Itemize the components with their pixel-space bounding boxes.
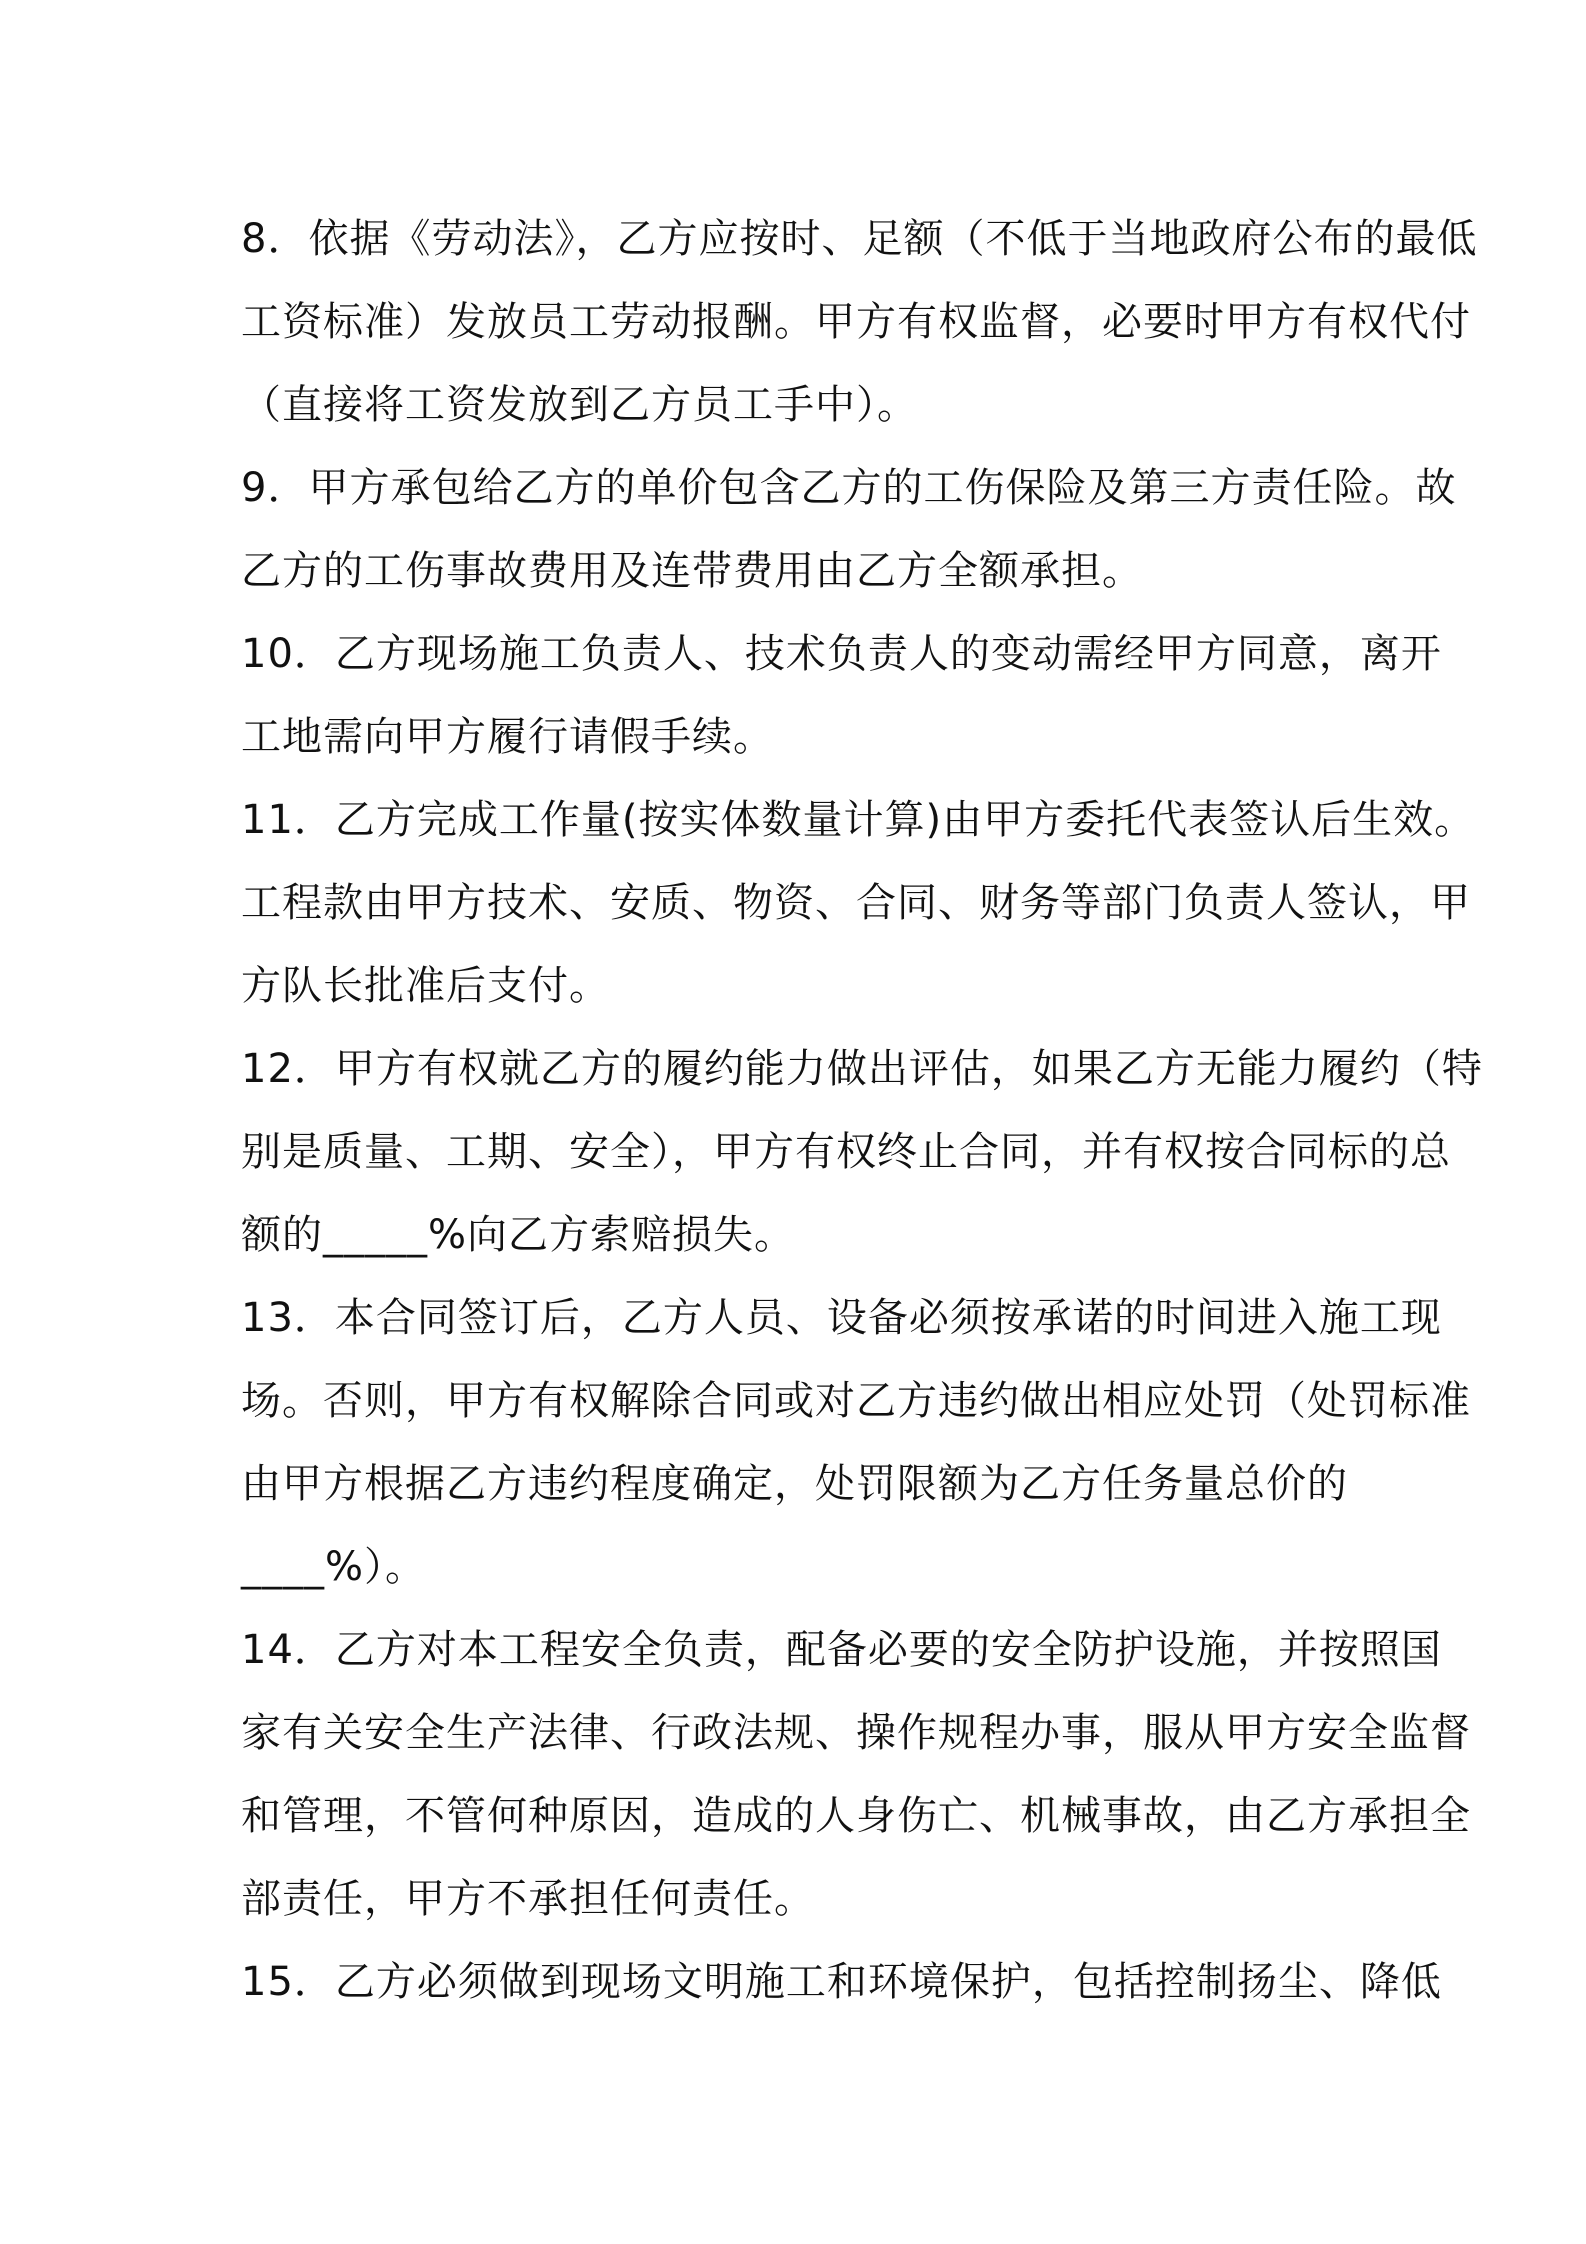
clause-line: 和管理，不管何种原因，造成的人身伤亡、机械事故，由乙方承担全 bbox=[241, 1793, 1471, 1839]
clause-line: 家有关安全生产法律、行政法规、操作规程办事，服从甲方安全监督 bbox=[241, 1710, 1471, 1756]
clause-line: 工地需向甲方履行请假手续。 bbox=[241, 714, 774, 760]
clause-line: 10．乙方现场施工负责人、技术负责人的变动需经甲方同意，离开 bbox=[241, 631, 1442, 677]
clause-14 bbox=[241, 1609, 1471, 1941]
clause-line: 工资标准）发放员工劳动报酬。甲方有权监督，必要时甲方有权代付 bbox=[241, 299, 1471, 345]
clause-15 bbox=[241, 1941, 1442, 2024]
clause-line: 12．甲方有权就乙方的履约能力做出评估，如果乙方无能力履约（特 bbox=[241, 1046, 1483, 1092]
clause-11 bbox=[241, 779, 1476, 1028]
clause-13 bbox=[241, 1277, 1471, 1609]
clause-line: 由甲方根据乙方违约程度确定，处罚限额为乙方任务量总价的 bbox=[241, 1461, 1348, 1507]
contract-clauses bbox=[241, 198, 1483, 2024]
clause-line: 方队长批准后支付。 bbox=[241, 963, 610, 1009]
clause-line: 15．乙方必须做到现场文明施工和环境保护，包括控制扬尘、降低 bbox=[241, 1959, 1442, 2005]
clause-line: 部责任，甲方不承担任何责任。 bbox=[241, 1876, 815, 1922]
clause-10 bbox=[241, 613, 1442, 779]
clause-line: 9．甲方承包给乙方的单价包含乙方的工伤保险及第三方责任险。故 bbox=[241, 465, 1457, 511]
clause-line: 场。否则，甲方有权解除合同或对乙方违约做出相应处罚（处罚标准 bbox=[241, 1378, 1471, 1424]
clause-line: 额的_____%向乙方索赔损失。 bbox=[241, 1212, 796, 1258]
clause-12 bbox=[241, 1028, 1483, 1277]
clause-line: 别是质量、工期、安全），甲方有权终止合同，并有权按合同标的总 bbox=[241, 1129, 1451, 1175]
clause-line: （直接将工资发放到乙方员工手中）。 bbox=[241, 382, 918, 428]
clause-line: 13．本合同签订后，乙方人员、设备必须按承诺的时间进入施工现 bbox=[241, 1295, 1442, 1341]
clause-line: 11．乙方完成工作量(按实体数量计算)由甲方委托代表签认后生效。 bbox=[241, 797, 1476, 843]
clause-line: 14．乙方对本工程安全负责，配备必要的安全防护设施，并按照国 bbox=[241, 1627, 1442, 1673]
clause-line: 8．依据《劳动法》，乙方应按时、足额（不低于当地政府公布的最低 bbox=[241, 216, 1478, 262]
clause-line: ____%）。 bbox=[241, 1544, 427, 1590]
clause-9 bbox=[241, 447, 1457, 613]
clause-8 bbox=[241, 198, 1478, 447]
clause-line: 乙方的工伤事故费用及连带费用由乙方全额承担。 bbox=[241, 548, 1143, 594]
clause-line: 工程款由甲方技术、安质、物资、合同、财务等部门负责人签认，甲 bbox=[241, 880, 1471, 926]
